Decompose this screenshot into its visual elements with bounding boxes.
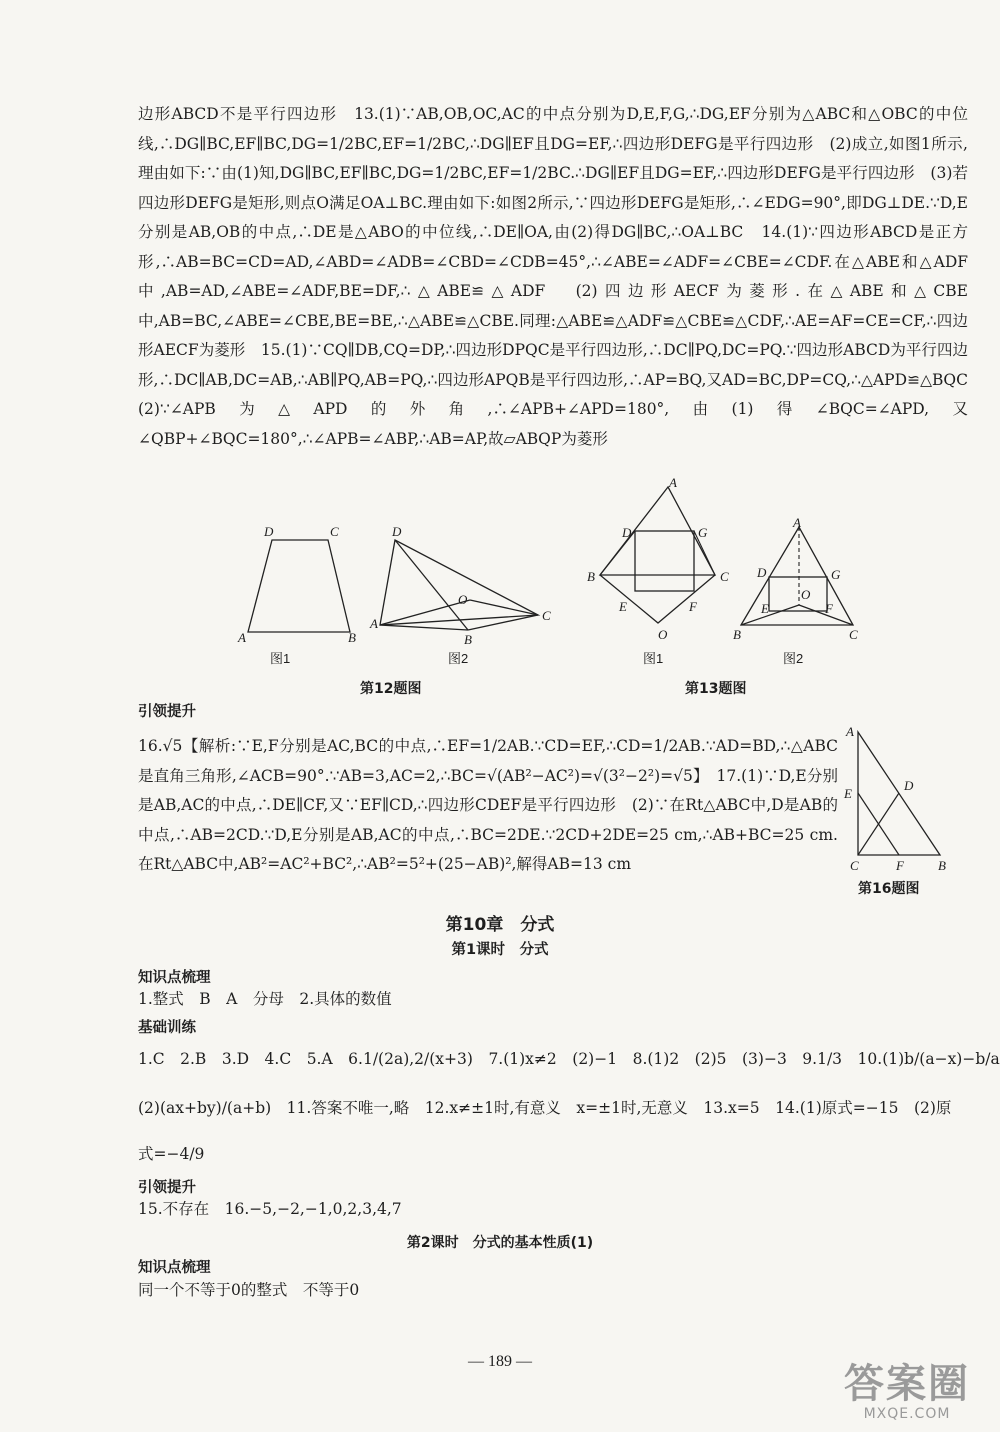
section-heading-zhishi-1: 知识点梳理 (138, 970, 211, 986)
watermark-logo (844, 1362, 970, 1422)
section-heading-zhishi-2: 知识点梳理 (138, 1260, 211, 1276)
svg-text:D: D (392, 524, 402, 539)
answer-paragraph-16-17 (138, 732, 838, 880)
svg-text:O: O (458, 592, 468, 607)
svg-text:G: G (698, 525, 708, 540)
jichu-line-3: 式=−4/9 (138, 1145, 205, 1163)
svg-text:O: O (658, 627, 668, 642)
jichu-line-1: 1.C 2.B 3.D 4.C 5.A 6.1/(2a),2/(x+3) 7.(1)x≠2 (2)−1 8.(1)2 (2)5 (3)−3 9.1/3 10.(1)b/(a−x)−b/a (138, 1050, 1000, 1068)
svg-text:C: C (849, 627, 858, 642)
watermark-text: 答案圈 (844, 1361, 970, 1407)
caption-13: 第13题图 (685, 681, 747, 697)
chapter-title: 第10章 分式 (445, 915, 555, 935)
figure-13-1 (587, 475, 729, 642)
figure-13-1-label: 图1 (643, 651, 664, 666)
svg-text:B: B (464, 632, 472, 647)
svg-text:D: D (264, 524, 274, 539)
figure-13 (585, 475, 875, 650)
svg-text:A: A (370, 616, 378, 631)
yinling-answer: 15.不存在 16.−5,−2,−1,0,2,3,4,7 (138, 1200, 402, 1218)
section-heading-jichu: 基础训练 (138, 1020, 196, 1036)
section-heading-yinling-2: 引领提升 (138, 1180, 196, 1196)
lesson-1-title: 第1课时 分式 (451, 942, 549, 958)
lesson-2-title: 第2课时 分式的基本性质(1) (406, 1235, 594, 1251)
zhishi-1-answer: 1.整式 B A 分母 2.具体的数值 (138, 990, 392, 1008)
problem-13-15-text: 边形ABCD不是平行四边形 13.(1)∵AB,OB,OC,AC的中点分别为D,E,F,G,∴DG,EF分别为△ABC和△OBC的中位线,∴DG∥BC,EF∥BC,DG=1/2BC,EF=1/2BC,∴DG∥EF且DG=EF,∴四边形DEFG是平行四边形 (2)成立,如图1所示,理由如下:∵由(1)知,DG∥BC,EF∥BC,DG=1/2BC,EF=1/2BC.∴DG∥EF且DG=EF,∴四边形DEFG是平行四边形 (3)若四边形DEFG是矩形,则点O满足OA⊥BC.理由如下:如图2所示,∵四边形DEFG是矩形,∴∠EDG=90°,即DG⊥DE.∵D,E分别是AB,OB的中点,∴DE是△ABO的中位线,∴DE∥OA,由(2)得DG∥BC,∴OA⊥BC 14.(1)∵四边形ABCD是正方形,∴AB=BC=CD=AD,∠ABD=∠ADB=∠CBD=∠CDB=45°,∴∠ABE=∠ADF=∠CBE=∠CDF.在△ABE和△ADF中,AB=AD,∠ABE=∠ADF,BE=DF,∴△ABE≌△ADF (2)四边形AECF为菱形.在△ABE和△CBE中,AB=BC,∠ABE=∠CBE,BE=BE,∴△ABE≌△CBE.同理:△ABE≌△ADF≌△CBE≌△CDF,∴AE=AF=CE=CF,∴四边形AECF为菱形 15.(1)∵CQ∥DB,CQ=DP,∴四边形DPQC是平行四边形,∴DC∥PQ,DC=PQ.∵四边形ABCD为平行四边形,∴DC∥AB,DC=AB,∴AB∥PQ,AB=PQ,∴四边形APQB是平行四边形,∴AP=BQ,又AD=BC,DP=CQ,∴△APD≌△BQC (2)∵∠APB为△APD的外角,∴∠APB+∠APD=180°,由(1)得∠BQC=∠APD,又∠QBP+∠BQC=180°,∴∠APB=∠ABP,∴AB=AP,故▱ABQP为菱形 (138, 105, 984, 448)
svg-text:A: A (669, 475, 677, 490)
svg-text:C: C (542, 608, 551, 623)
svg-text:D: D (757, 565, 767, 580)
svg-text:E: E (619, 599, 627, 614)
svg-text:D: D (904, 778, 914, 793)
svg-text:B: B (348, 630, 356, 645)
zhishi-2-answer: 同一个不等于0的整式 不等于0 (138, 1281, 360, 1299)
svg-text:C: C (330, 524, 339, 539)
figure-13-2 (733, 515, 858, 642)
jichu-line-2: (2)(ax+by)/(a+b) 11.答案不唯一,略 12.x≠±1时,有意义 x=±1时,无意义 13.x=5 14.(1)原式=−15 (2)原 (138, 1099, 952, 1117)
svg-text:A: A (793, 515, 801, 530)
svg-text:B: B (587, 569, 595, 584)
figure-12-2-triangle (369, 524, 551, 647)
figure-12-2-label: 图2 (448, 651, 469, 666)
figure-12-1-trapezoid (237, 524, 356, 645)
problem-16-17-text: 16.√5【解析:∵E,F分别是AC,BC的中点,∴EF=1/2AB.∵CD=EF,∴CD=1/2AB.∵AD=BD,∴△ABC是直角三角形,∠ACB=90°.∵AB=3,AC=2,∴BC=√(AB²−AC²)=√(3²−2²)=√5】 17.(1)∵D,E分别是AB,AC的中点,∴DE∥CF,又∵EF∥CD,∴四边形CDEF是平行四边形 (2)∵在Rt△ABC中,D是AB的中点,∴AB=2CD.∵D,E分别是AB,AC的中点,∴BC=2DE.∵2CD+2DE=25 cm,∴AB+BC=25 cm.在Rt△ABC中,AB²=AC²+BC²,∴AB²=5²+(25−AB)²,解得AB=13 cm (138, 737, 838, 873)
svg-text:F: F (825, 601, 833, 616)
figure-12 (230, 520, 570, 665)
svg-text:G: G (831, 567, 841, 582)
svg-text:O: O (801, 587, 811, 602)
svg-text:D: D (622, 525, 632, 540)
caption-16: 第16题图 (858, 881, 920, 897)
svg-text:B: B (733, 627, 741, 642)
section-heading-yinling-1: 引领提升 (138, 704, 196, 720)
figure-13-2-label: 图2 (783, 651, 804, 666)
svg-text:A: A (846, 724, 854, 739)
page-number: — 189 — (468, 1353, 532, 1370)
watermark-url: MXQE.COM (863, 1406, 951, 1422)
svg-text:B: B (938, 858, 946, 873)
svg-text:A: A (238, 630, 246, 645)
svg-text:E: E (844, 786, 852, 801)
svg-text:C: C (720, 569, 729, 584)
svg-text:F: F (896, 858, 904, 873)
svg-text:F: F (689, 599, 697, 614)
answer-paragraph-12-15 (138, 100, 984, 454)
svg-text:E: E (761, 601, 769, 616)
figure-16 (840, 720, 960, 875)
caption-12: 第12题图 (360, 681, 422, 697)
figure-12-1-label: 图1 (270, 651, 291, 666)
svg-text:C: C (850, 858, 859, 873)
